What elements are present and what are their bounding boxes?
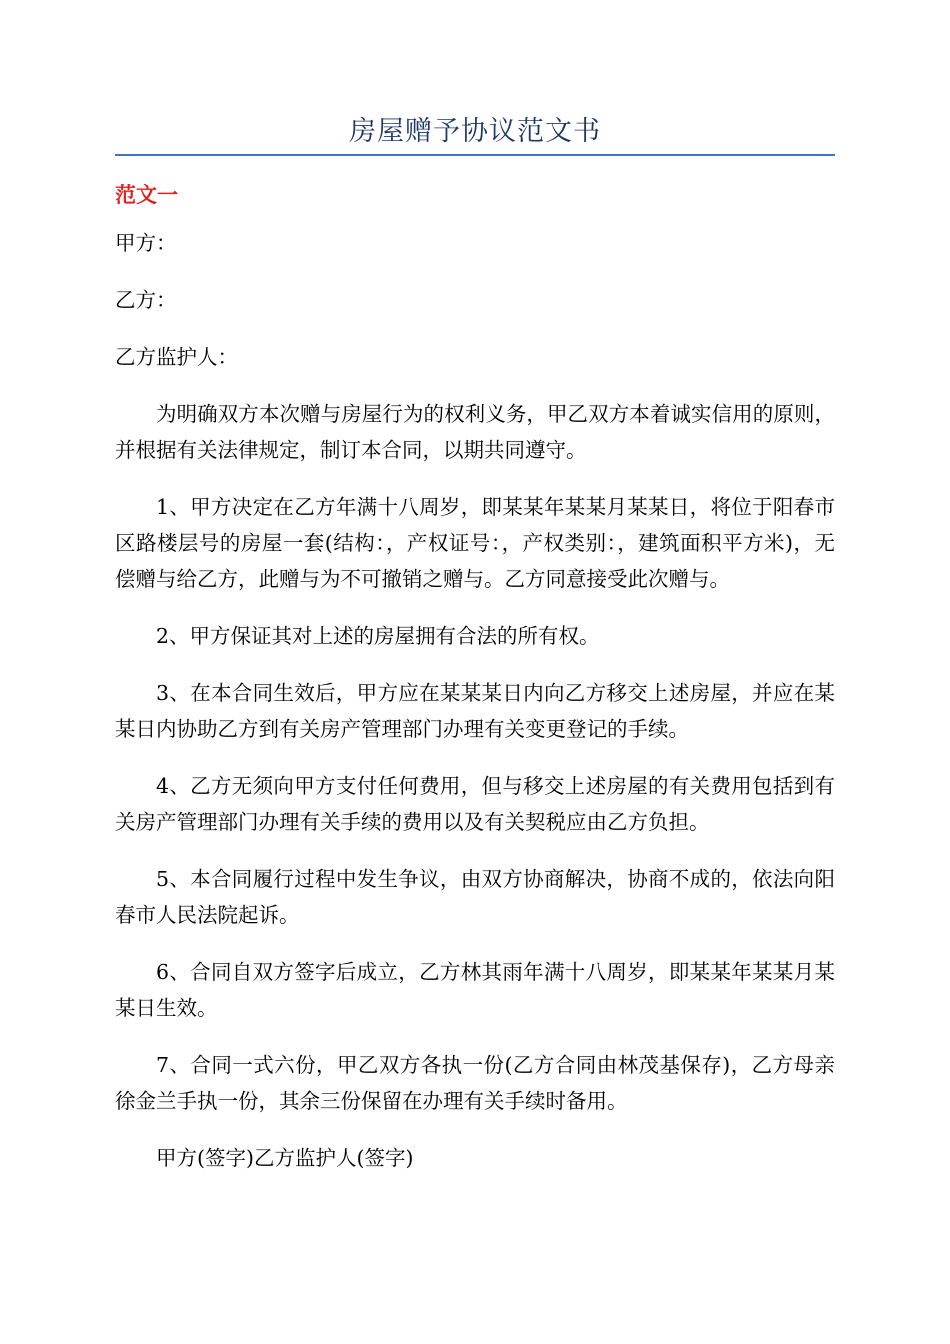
party-b-label: 乙方： (115, 288, 177, 312)
preamble-paragraph: 为明确双方本次赠与房屋行为的权利义务，甲乙双方本着诚实信用的原则，并根据有关法律规定，制订本合同，以期共同遵守。 (115, 402, 835, 462)
party-a-label: 甲方： (115, 231, 177, 255)
section-heading: 范文一 (115, 183, 178, 207)
clause-2: 2、甲方保证其对上述的房屋拥有合法的所有权。 (156, 624, 600, 648)
clause-5: 5、本合同履行过程中发生争议，由双方协商解决，协商不成的，依法向阳春市人民法院起诉。 (115, 867, 835, 927)
clause-1: 1、甲方决定在乙方年满十八周岁，即某某年某某月某某日，将位于阳春市区路楼层号的房屋一套(结构：，产权证号：，产权类别：，建筑面积平方米)，无偿赠与给乙方，此赠与为不可撤销之赠与。乙方同意接受此次赠与。 (115, 495, 835, 591)
guardian-label: 乙方监护人： (115, 345, 238, 369)
clause-3: 3、在本合同生效后，甲方应在某某某日内向乙方移交上述房屋，并应在某某日内协助乙方到有关房产管理部门办理有关变更登记的手续。 (115, 681, 835, 741)
clause-7: 7、合同一式六份，甲乙双方各执一份(乙方合同由林茂基保存)，乙方母亲徐金兰手执一份，其余三份保留在办理有关手续时备用。 (115, 1053, 835, 1113)
clause-4: 4、乙方无须向甲方支付任何费用，但与移交上述房屋的有关费用包括到有关房产管理部门办理有关手续的费用以及有关契税应由乙方负担。 (115, 774, 835, 834)
clause-6: 6、合同自双方签字后成立，乙方林其雨年满十八周岁，即某某年某某月某某日生效。 (115, 960, 835, 1020)
document-body (115, 225, 835, 1176)
signature-line: 甲方(签字)乙方监护人(签字) (156, 1146, 414, 1170)
document-title: 房屋赠予协议范文书 (349, 116, 601, 147)
title-underline (115, 154, 835, 156)
